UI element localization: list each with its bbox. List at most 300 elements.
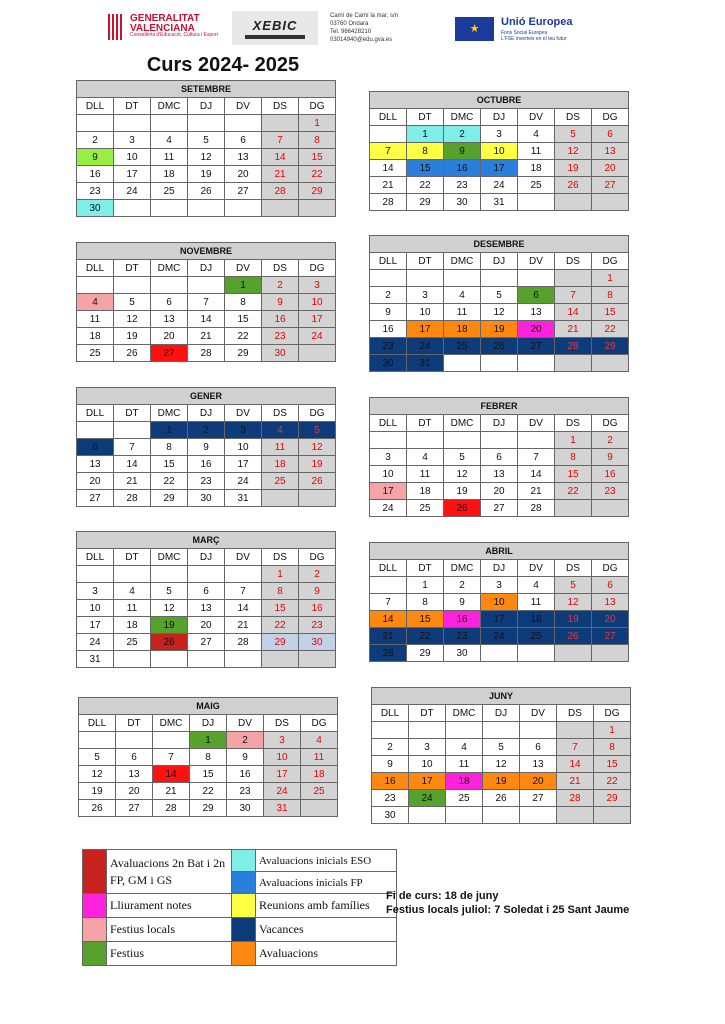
month-7 — [369, 542, 629, 662]
day-cell: 26 — [114, 345, 151, 362]
day-cell: 17 — [264, 766, 301, 783]
school-logo: XEBIC — [232, 11, 318, 45]
day-cell: 14 — [114, 456, 151, 473]
day-cell: 4 — [518, 126, 555, 143]
day-header: DLL — [370, 253, 407, 270]
day-header: DJ — [481, 560, 518, 577]
course-end-note: Fi de curs: 18 de juny — [386, 890, 499, 902]
day-cell: 14 — [262, 149, 299, 166]
empty-cell — [520, 807, 557, 824]
empty-cell — [262, 651, 299, 668]
day-cell: 20 — [225, 166, 262, 183]
day-cell: 29 — [151, 490, 188, 507]
day-cell: 23 — [188, 473, 225, 490]
day-cell: 9 — [444, 143, 481, 160]
day-cell: 26 — [444, 500, 481, 517]
empty-cell — [407, 432, 444, 449]
day-cell: 29 — [190, 800, 227, 817]
month-name: ABRIL — [370, 543, 629, 560]
day-header: DS — [264, 715, 301, 732]
day-cell: 15 — [555, 466, 592, 483]
day-cell: 19 — [79, 783, 116, 800]
month-name: MAIG — [79, 698, 338, 715]
day-cell: 13 — [225, 149, 262, 166]
eu-flag-icon: ★ — [455, 17, 494, 41]
day-cell: 23 — [372, 790, 409, 807]
gva-name: GENERALITAT VALENCIANA — [130, 13, 200, 34]
month-0 — [76, 80, 336, 217]
empty-cell — [114, 422, 151, 439]
month-name: JUNY — [372, 688, 631, 705]
day-cell: 1 — [592, 270, 629, 287]
day-cell: 14 — [225, 600, 262, 617]
day-cell: 20 — [188, 617, 225, 634]
day-cell: 2 — [77, 132, 114, 149]
empty-cell — [555, 270, 592, 287]
day-cell: 18 — [446, 773, 483, 790]
day-cell: 18 — [518, 160, 555, 177]
day-cell: 4 — [301, 732, 338, 749]
day-cell: 13 — [592, 594, 629, 611]
day-cell: 31 — [77, 651, 114, 668]
day-cell: 26 — [555, 628, 592, 645]
day-cell: 28 — [518, 500, 555, 517]
day-cell: 18 — [407, 483, 444, 500]
empty-cell — [225, 115, 262, 132]
day-cell: 28 — [188, 345, 225, 362]
day-header: DLL — [77, 549, 114, 566]
day-cell: 4 — [151, 132, 188, 149]
day-cell: 25 — [114, 634, 151, 651]
day-header: DV — [225, 260, 262, 277]
day-cell: 6 — [592, 126, 629, 143]
day-cell: 7 — [114, 439, 151, 456]
day-cell: 16 — [188, 456, 225, 473]
month-name: GENER — [77, 388, 336, 405]
day-cell: 24 — [407, 338, 444, 355]
legend-swatch — [232, 850, 256, 872]
day-cell: 5 — [114, 294, 151, 311]
day-cell: 30 — [372, 807, 409, 824]
day-cell: 4 — [444, 287, 481, 304]
empty-cell — [444, 432, 481, 449]
day-cell: 22 — [592, 321, 629, 338]
day-cell: 7 — [225, 583, 262, 600]
empty-cell — [188, 277, 225, 294]
day-header: DS — [555, 109, 592, 126]
day-cell: 17 — [481, 160, 518, 177]
header — [0, 8, 725, 46]
month-name: OCTUBRE — [370, 92, 629, 109]
day-header: DG — [299, 549, 336, 566]
day-cell: 18 — [301, 766, 338, 783]
empty-cell — [114, 277, 151, 294]
empty-cell — [518, 432, 555, 449]
day-cell: 6 — [188, 583, 225, 600]
day-cell: 24 — [77, 634, 114, 651]
month-4 — [76, 387, 336, 507]
empty-cell — [557, 807, 594, 824]
legend-swatch — [232, 918, 256, 942]
day-cell: 3 — [481, 126, 518, 143]
day-header: DV — [225, 98, 262, 115]
day-cell: 11 — [151, 149, 188, 166]
day-cell: 22 — [594, 773, 631, 790]
day-cell: 5 — [483, 739, 520, 756]
day-cell: 23 — [444, 628, 481, 645]
day-header: DS — [557, 705, 594, 722]
day-cell: 22 — [225, 328, 262, 345]
day-cell: 28 — [153, 800, 190, 817]
day-cell: 22 — [262, 617, 299, 634]
empty-cell — [555, 194, 592, 211]
day-cell: 12 — [555, 143, 592, 160]
day-cell: 13 — [518, 304, 555, 321]
empty-cell — [299, 345, 336, 362]
day-header: DG — [299, 98, 336, 115]
day-cell: 3 — [264, 732, 301, 749]
day-cell: 4 — [77, 294, 114, 311]
day-cell: 18 — [114, 617, 151, 634]
day-cell: 2 — [262, 277, 299, 294]
day-cell: 9 — [372, 756, 409, 773]
day-cell: 16 — [299, 600, 336, 617]
day-cell: 29 — [299, 183, 336, 200]
eu-logo — [455, 14, 605, 42]
legend-label: Festius — [107, 942, 232, 966]
empty-cell — [151, 566, 188, 583]
day-cell: 23 — [77, 183, 114, 200]
empty-cell — [188, 115, 225, 132]
day-header: DV — [225, 405, 262, 422]
day-header: DJ — [188, 549, 225, 566]
day-cell: 22 — [555, 483, 592, 500]
day-cell: 30 — [77, 200, 114, 217]
day-cell: 15 — [225, 311, 262, 328]
day-cell: 12 — [299, 439, 336, 456]
month-name: NOVEMBRE — [77, 243, 336, 260]
eu-name: Unió Europea — [501, 16, 573, 28]
day-cell: 22 — [299, 166, 336, 183]
day-cell: 6 — [518, 287, 555, 304]
empty-cell — [481, 432, 518, 449]
day-header: DG — [592, 560, 629, 577]
day-cell: 9 — [592, 449, 629, 466]
empty-cell — [225, 566, 262, 583]
day-cell: 1 — [594, 722, 631, 739]
day-header: DT — [409, 705, 446, 722]
day-cell: 26 — [481, 338, 518, 355]
day-cell: 1 — [151, 422, 188, 439]
day-cell: 3 — [77, 583, 114, 600]
day-cell: 4 — [407, 449, 444, 466]
day-cell: 1 — [190, 732, 227, 749]
legend-label: Reunions amb famílies — [256, 894, 397, 918]
day-cell: 19 — [555, 611, 592, 628]
day-cell: 11 — [262, 439, 299, 456]
day-cell: 7 — [518, 449, 555, 466]
day-cell: 15 — [262, 600, 299, 617]
day-cell: 27 — [151, 345, 188, 362]
day-cell: 10 — [264, 749, 301, 766]
day-cell: 19 — [483, 773, 520, 790]
day-cell: 8 — [407, 594, 444, 611]
day-cell: 24 — [409, 790, 446, 807]
day-cell: 31 — [264, 800, 301, 817]
day-cell: 18 — [262, 456, 299, 473]
day-cell: 14 — [188, 311, 225, 328]
empty-cell — [592, 645, 629, 662]
day-cell: 18 — [151, 166, 188, 183]
day-cell: 8 — [555, 449, 592, 466]
day-cell: 17 — [299, 311, 336, 328]
empty-cell — [518, 355, 555, 372]
day-cell: 27 — [520, 790, 557, 807]
empty-cell — [151, 200, 188, 217]
day-cell: 10 — [407, 304, 444, 321]
day-cell: 7 — [555, 287, 592, 304]
school-address: Camí de Camí la mar, s/n 03760 Ondara Tel. 966428210 03014940@edu.gva.es — [330, 13, 399, 43]
day-cell: 1 — [225, 277, 262, 294]
day-header: DV — [518, 415, 555, 432]
day-header: DJ — [188, 260, 225, 277]
day-cell: 13 — [188, 600, 225, 617]
day-cell: 14 — [518, 466, 555, 483]
day-cell: 30 — [444, 194, 481, 211]
empty-cell — [188, 200, 225, 217]
day-cell: 15 — [151, 456, 188, 473]
day-cell: 12 — [151, 600, 188, 617]
day-cell: 5 — [444, 449, 481, 466]
day-cell: 25 — [301, 783, 338, 800]
empty-cell — [299, 490, 336, 507]
day-header: DS — [262, 260, 299, 277]
day-cell: 22 — [407, 628, 444, 645]
day-cell: 4 — [114, 583, 151, 600]
day-cell: 17 — [77, 617, 114, 634]
day-header: DS — [555, 415, 592, 432]
day-cell: 7 — [557, 739, 594, 756]
day-cell: 29 — [594, 790, 631, 807]
empty-cell — [481, 355, 518, 372]
day-header: DJ — [190, 715, 227, 732]
day-header: DMC — [151, 405, 188, 422]
day-cell: 29 — [407, 645, 444, 662]
day-cell: 19 — [114, 328, 151, 345]
empty-cell — [370, 270, 407, 287]
day-cell: 9 — [444, 594, 481, 611]
day-cell: 12 — [555, 594, 592, 611]
day-cell: 30 — [299, 634, 336, 651]
legend-label: Festius locals — [107, 918, 232, 942]
month-9 — [371, 687, 631, 824]
day-cell: 8 — [151, 439, 188, 456]
day-cell: 5 — [79, 749, 116, 766]
day-cell: 26 — [483, 790, 520, 807]
day-header: DS — [555, 560, 592, 577]
day-header: DLL — [370, 560, 407, 577]
empty-cell — [518, 270, 555, 287]
day-cell: 15 — [190, 766, 227, 783]
day-header: DG — [594, 705, 631, 722]
empty-cell — [407, 270, 444, 287]
day-cell: 10 — [481, 143, 518, 160]
empty-cell — [555, 645, 592, 662]
day-header: DT — [114, 98, 151, 115]
day-cell: 23 — [444, 177, 481, 194]
day-cell: 14 — [153, 766, 190, 783]
empty-cell — [592, 194, 629, 211]
empty-cell — [370, 432, 407, 449]
day-cell: 20 — [592, 160, 629, 177]
day-cell: 6 — [77, 439, 114, 456]
day-cell: 27 — [592, 628, 629, 645]
day-cell: 20 — [592, 611, 629, 628]
day-cell: 28 — [370, 194, 407, 211]
empty-cell — [225, 651, 262, 668]
day-header: DG — [592, 109, 629, 126]
empty-cell — [262, 200, 299, 217]
day-cell: 13 — [481, 466, 518, 483]
day-cell: 9 — [299, 583, 336, 600]
day-cell: 27 — [592, 177, 629, 194]
empty-cell — [153, 732, 190, 749]
day-cell: 27 — [518, 338, 555, 355]
empty-cell — [555, 355, 592, 372]
day-cell: 21 — [370, 177, 407, 194]
empty-cell — [77, 115, 114, 132]
day-cell: 22 — [407, 177, 444, 194]
day-cell: 2 — [444, 126, 481, 143]
day-cell: 14 — [370, 611, 407, 628]
empty-cell — [518, 645, 555, 662]
day-cell: 28 — [555, 338, 592, 355]
day-cell: 27 — [188, 634, 225, 651]
day-cell: 17 — [481, 611, 518, 628]
day-header: DMC — [151, 98, 188, 115]
day-cell: 29 — [407, 194, 444, 211]
day-cell: 6 — [520, 739, 557, 756]
day-header: DT — [407, 560, 444, 577]
day-cell: 10 — [225, 439, 262, 456]
day-cell: 8 — [190, 749, 227, 766]
day-cell: 3 — [481, 577, 518, 594]
empty-cell — [116, 732, 153, 749]
legend-label: Avaluacions 2n Bat i 2n FP, GM i GS — [107, 850, 232, 894]
day-cell: 19 — [188, 166, 225, 183]
empty-cell — [77, 566, 114, 583]
day-cell: 25 — [518, 177, 555, 194]
day-cell: 25 — [262, 473, 299, 490]
empty-cell — [262, 115, 299, 132]
day-header: DLL — [372, 705, 409, 722]
month-1 — [369, 91, 629, 211]
day-cell: 16 — [77, 166, 114, 183]
empty-cell — [520, 722, 557, 739]
day-cell: 26 — [79, 800, 116, 817]
day-cell: 1 — [407, 126, 444, 143]
day-cell: 11 — [444, 304, 481, 321]
empty-cell — [299, 200, 336, 217]
empty-cell — [518, 194, 555, 211]
day-header: DLL — [77, 405, 114, 422]
day-cell: 5 — [555, 577, 592, 594]
month-5 — [369, 397, 629, 517]
legend-swatch — [83, 894, 107, 918]
day-cell: 25 — [446, 790, 483, 807]
day-header: DLL — [77, 260, 114, 277]
day-cell: 28 — [557, 790, 594, 807]
day-cell: 24 — [225, 473, 262, 490]
day-cell: 9 — [227, 749, 264, 766]
day-cell: 2 — [188, 422, 225, 439]
day-cell: 11 — [114, 600, 151, 617]
day-cell: 11 — [446, 756, 483, 773]
day-header: DMC — [151, 260, 188, 277]
day-cell: 5 — [188, 132, 225, 149]
empty-cell — [77, 422, 114, 439]
empty-cell — [592, 355, 629, 372]
day-cell: 13 — [592, 143, 629, 160]
day-cell: 5 — [151, 583, 188, 600]
day-cell: 6 — [481, 449, 518, 466]
day-cell: 16 — [370, 321, 407, 338]
legend-swatch — [232, 894, 256, 918]
day-cell: 10 — [370, 466, 407, 483]
day-header: DT — [114, 405, 151, 422]
day-cell: 15 — [407, 611, 444, 628]
day-header: DS — [262, 405, 299, 422]
empty-cell — [188, 566, 225, 583]
day-header: DLL — [370, 415, 407, 432]
day-cell: 30 — [262, 345, 299, 362]
day-cell: 16 — [372, 773, 409, 790]
day-cell: 10 — [299, 294, 336, 311]
day-cell: 27 — [481, 500, 518, 517]
day-cell: 19 — [151, 617, 188, 634]
day-cell: 12 — [481, 304, 518, 321]
day-header: DG — [592, 415, 629, 432]
day-cell: 20 — [481, 483, 518, 500]
day-header: DG — [299, 260, 336, 277]
day-cell: 25 — [444, 338, 481, 355]
day-cell: 15 — [592, 304, 629, 321]
day-cell: 27 — [225, 183, 262, 200]
day-cell: 16 — [444, 611, 481, 628]
month-2 — [76, 242, 336, 362]
month-name: MARÇ — [77, 532, 336, 549]
day-cell: 5 — [481, 287, 518, 304]
day-cell: 18 — [444, 321, 481, 338]
day-cell: 21 — [225, 617, 262, 634]
day-header: DT — [116, 715, 153, 732]
legend — [82, 849, 397, 966]
day-cell: 30 — [188, 490, 225, 507]
day-header: DLL — [77, 98, 114, 115]
day-cell: 24 — [370, 500, 407, 517]
day-cell: 6 — [592, 577, 629, 594]
day-cell: 3 — [370, 449, 407, 466]
day-cell: 17 — [407, 321, 444, 338]
day-cell: 4 — [518, 577, 555, 594]
empty-cell — [483, 807, 520, 824]
empty-cell — [151, 651, 188, 668]
empty-cell — [481, 270, 518, 287]
month-6 — [76, 531, 336, 668]
empty-cell — [483, 722, 520, 739]
day-header: DT — [407, 253, 444, 270]
day-cell: 5 — [555, 126, 592, 143]
